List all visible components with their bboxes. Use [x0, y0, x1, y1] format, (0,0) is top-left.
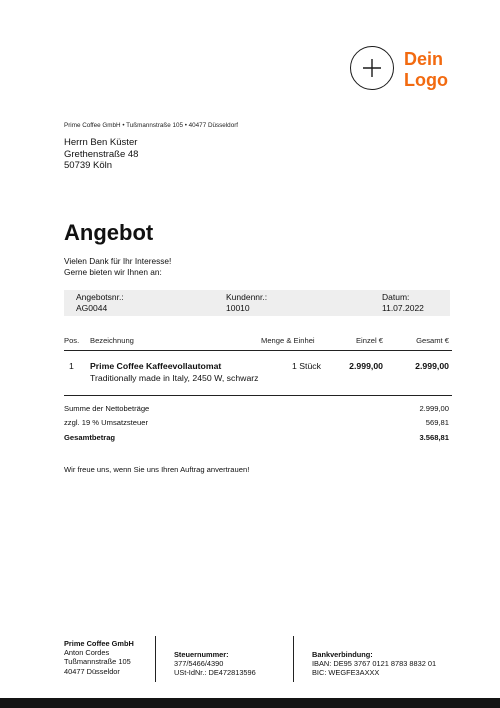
- date-block: [382, 292, 424, 314]
- col-header-description: Bezeichnung: [90, 336, 134, 345]
- recipient-address: [64, 137, 138, 172]
- recipient-street: Grethenstraße 48: [64, 148, 139, 160]
- footer-iban: IBAN: DE95 3767 0121 8783 8832 01: [312, 659, 437, 669]
- footer-tax: [174, 650, 256, 678]
- gross-total-value: 3.568,81: [419, 433, 449, 442]
- col-header-quantity: Menge & Einhei: [261, 336, 315, 345]
- row-pos: 1: [69, 361, 74, 371]
- table-body-divider: [64, 395, 452, 396]
- customer-number-block: [226, 292, 267, 314]
- footer-tax-title: Steuernummer:: [174, 650, 229, 659]
- vat-value: 569,81: [425, 418, 449, 427]
- closing-text: Wir freue uns, wenn Sie uns Ihren Auftrag anvertrauen!: [64, 465, 250, 474]
- intro-line-1: Vielen Dank für Ihr Interesse!: [64, 256, 172, 266]
- offer-meta-bar: [64, 290, 450, 316]
- footer-bank-title: Bankverbindung:: [312, 650, 373, 659]
- customer-number-label: Kundennr.:: [226, 292, 268, 302]
- date-label: Datum:: [382, 292, 410, 302]
- footer-bic: BIC: WEGFE3AXXX: [312, 668, 380, 678]
- footer-company-city: 40477 Düsseldor: [64, 666, 120, 676]
- logo-line-2: Logo: [404, 70, 448, 90]
- logo-line-1: Dein: [404, 49, 444, 69]
- row-item-name: Prime Coffee Kaffeevollautomat: [90, 361, 222, 371]
- logo-text: [404, 49, 474, 91]
- customer-number-value: 10010: [226, 303, 250, 313]
- intro-text: [64, 256, 171, 278]
- row-unit-price: 2.999,00: [349, 361, 383, 371]
- recipient-city: 50739 Köln: [64, 160, 113, 171]
- footer-tax-number: 377/5466/4390: [174, 659, 224, 669]
- col-header-total: Gesamt €: [416, 336, 449, 345]
- footer-company-street: Tußmannstraße 105: [64, 657, 131, 667]
- table-header-divider: [64, 350, 452, 351]
- col-header-pos: Pos.: [64, 336, 80, 345]
- footer-company: [64, 639, 134, 676]
- footer-divider-2: [293, 636, 294, 682]
- col-header-unit-price: Einzel €: [355, 336, 383, 345]
- logo-plus-circle-icon: [350, 46, 394, 90]
- footer-company-name: Prime Coffee GmbH: [64, 639, 134, 648]
- offer-number-label: Angebotsnr.:: [76, 292, 124, 302]
- footer-company-contact: Anton Cordes: [64, 648, 110, 658]
- footer-divider-1: [155, 636, 156, 682]
- gross-total-label: Gesamtbetrag: [64, 433, 116, 442]
- intro-line-2: Gerne bieten wir Ihnen an:: [64, 267, 162, 277]
- row-item-detail: Traditionally made in Italy, 2450 W, schwarz: [90, 373, 259, 383]
- sender-line: Prime Coffee GmbH • Tußmannstraße 105 • 40477 Düsseldorf: [64, 122, 239, 129]
- recipient-name: Herrn Ben Küster: [64, 137, 138, 148]
- footer-vat-id: USt-IdNr.: DE472813596: [174, 668, 256, 678]
- footer-bank: [312, 650, 436, 678]
- row-total: 2.999,00: [415, 361, 449, 371]
- net-total-label: Summe der Nettobeträge: [64, 404, 150, 413]
- row-quantity: 1 Stück: [292, 361, 321, 371]
- offer-number-block: [76, 292, 124, 314]
- document-title: Angebot: [64, 220, 154, 245]
- date-value: 11.07.2022: [382, 303, 424, 313]
- vat-label: zzgl. 19 % Umsatzsteuer: [64, 418, 148, 427]
- bottom-bar: [0, 698, 500, 708]
- offer-number-value: AG0044: [76, 303, 108, 313]
- net-total-value: 2.999,00: [419, 404, 449, 413]
